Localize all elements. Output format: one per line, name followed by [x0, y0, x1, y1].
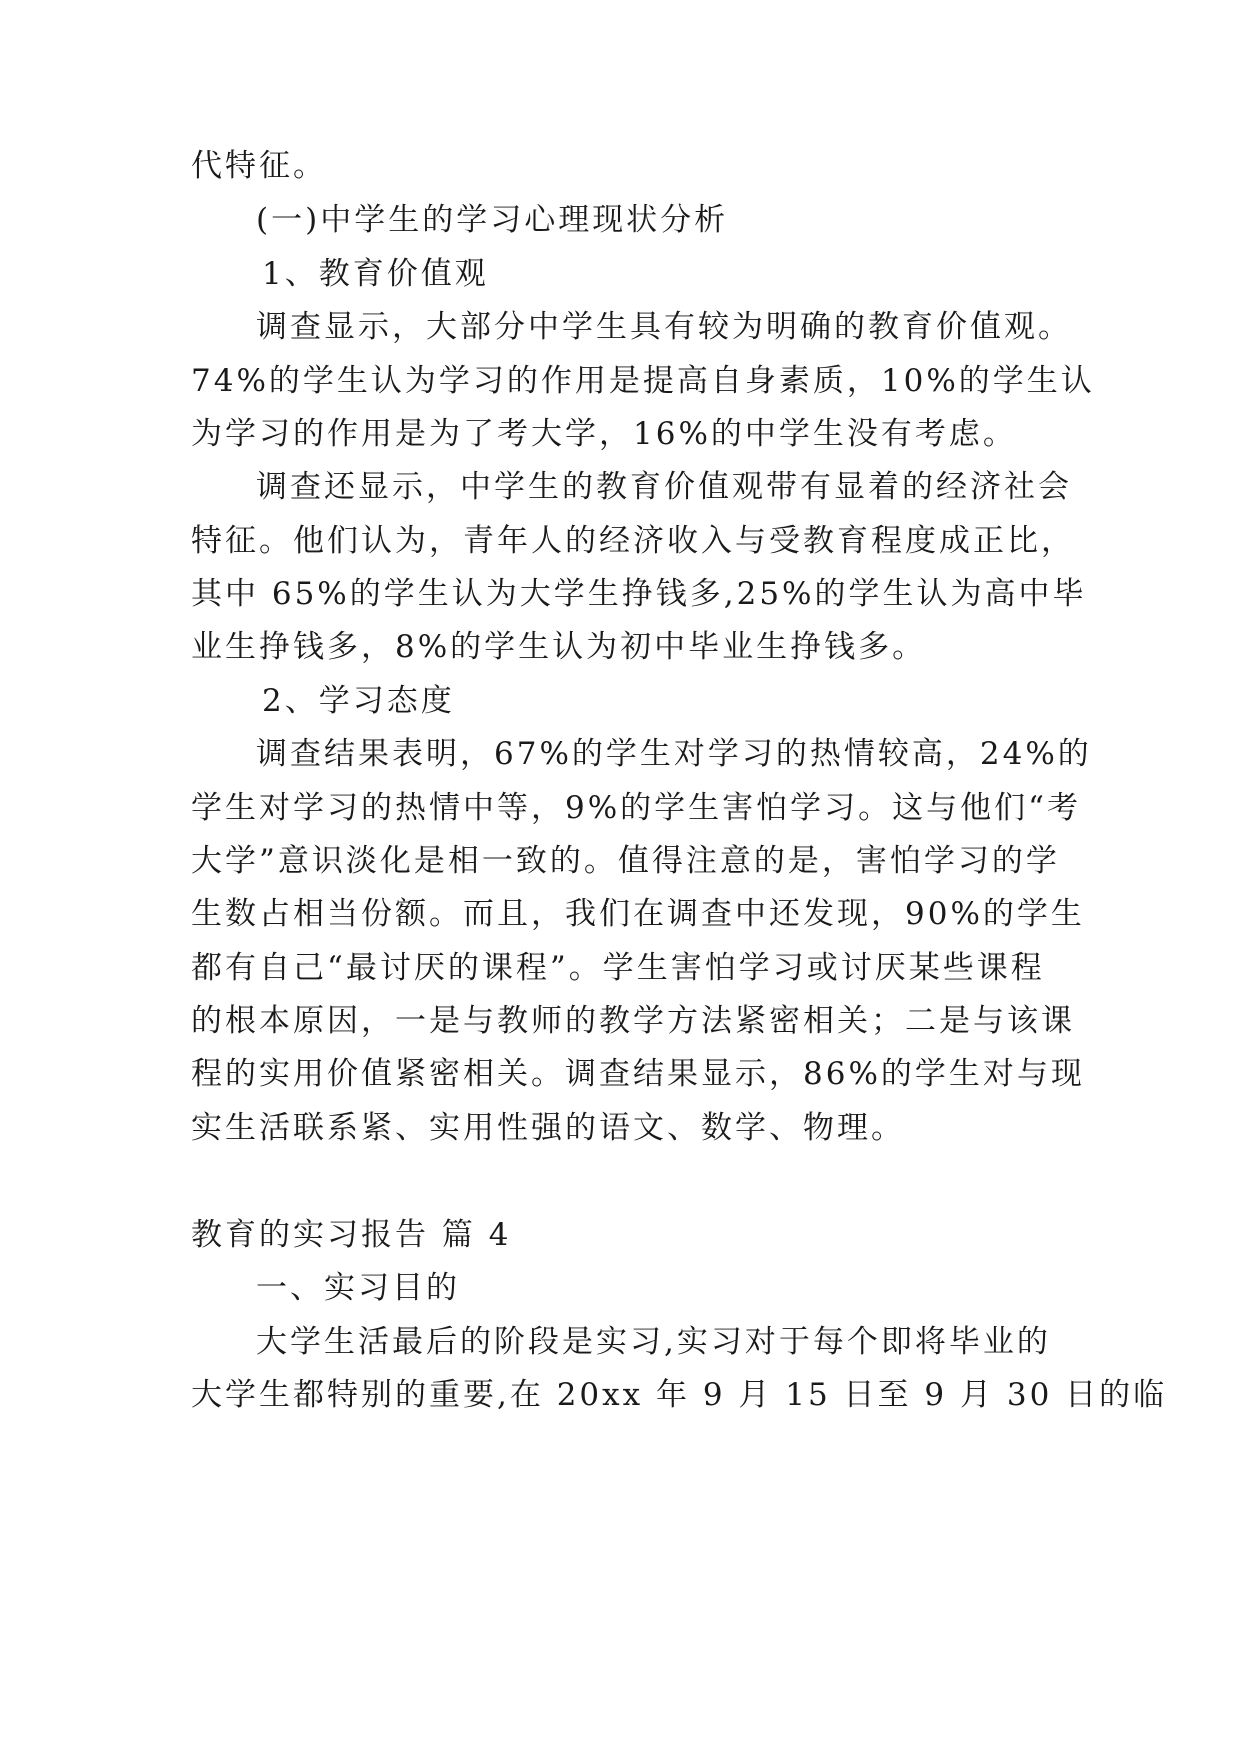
text-line: 74%的学生认为学习的作用是提高自身素质，10%的学生认 — [191, 363, 1095, 399]
text-line: 代特征。 — [191, 148, 327, 184]
text-line: 特征。他们认为，青年人的经济收入与受教育程度成正比， — [191, 523, 1075, 559]
subsection-heading: 2、学习态度 — [262, 683, 455, 719]
article-title: 教育的实习报告 篇 4 — [191, 1217, 512, 1253]
text-line: 大学”意识淡化是相一致的。值得注意的是，害怕学习的学 — [191, 843, 1060, 879]
section-heading: 一、实习目的 — [256, 1270, 460, 1306]
text-line: 都有自己“最讨厌的课程”。学生害怕学习或讨厌某些课程 — [191, 950, 1045, 986]
text-line: 业生挣钱多，8%的学生认为初中毕业生挣钱多。 — [191, 629, 927, 665]
text-line: 大学生都特别的重要,在 20xx 年 9 月 15 日至 9 月 30 日的临 — [191, 1377, 1168, 1413]
text-line: 调查结果表明，67%的学生对学习的热情较高，24%的 — [256, 736, 1092, 772]
subsection-heading: 1、教育价值观 — [262, 256, 489, 292]
text-line: 程的实用价值紧密相关。调查结果显示，86%的学生对与现 — [191, 1056, 1085, 1092]
text-line: 生数占相当份额。而且，我们在调查中还发现，90%的学生 — [191, 896, 1085, 932]
text-line: 调查显示，大部分中学生具有较为明确的教育价值观。 — [256, 309, 1072, 345]
text-line: 的根本原因，一是与教师的教学方法紧密相关；二是与该课 — [191, 1003, 1075, 1039]
section-heading: (一)中学生的学习心理现状分析 — [256, 202, 729, 238]
text-line: 实生活联系紧、实用性强的语文、数学、物理。 — [191, 1110, 905, 1146]
text-line: 其中 65%的学生认为大学生挣钱多,25%的学生认为高中毕 — [191, 576, 1087, 612]
text-line: 为学习的作用是为了考大学，16%的中学生没有考虑。 — [191, 416, 1017, 452]
text-line: 大学生活最后的阶段是实习,实习对于每个即将毕业的 — [256, 1324, 1051, 1360]
text-line: 调查还显示，中学生的教育价值观带有显着的经济社会 — [256, 469, 1072, 505]
text-line: 学生对学习的热情中等，9%的学生害怕学习。这与他们“考 — [191, 790, 1082, 826]
